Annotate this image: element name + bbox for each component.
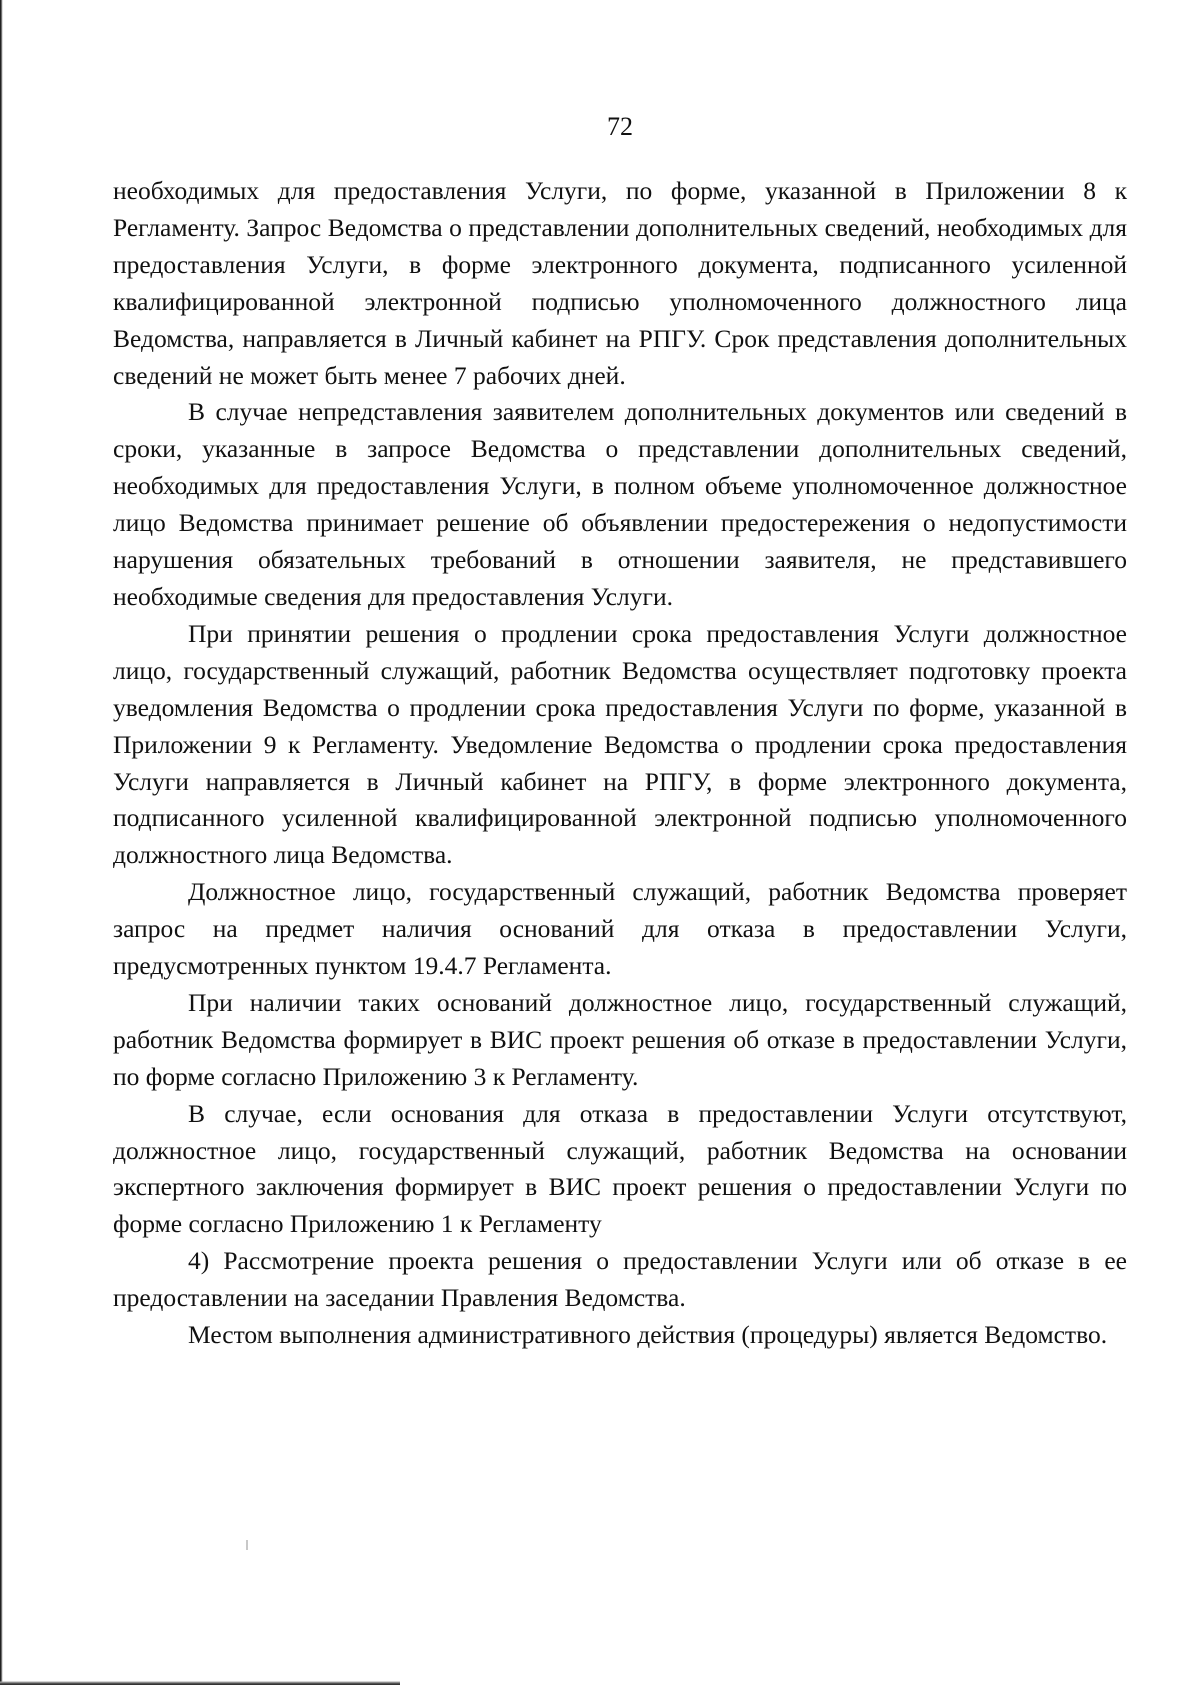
scan-speck bbox=[246, 1540, 248, 1550]
paragraph-8: Местом выполнения административного действия (процедуры) является Ведомство. bbox=[188, 1320, 1108, 1350]
paragraph-5: При наличии таких оснований должностное лицо, государственный служащий, работник Ведомства формирует в ВИС проект решения об отказе в предоставлении Услуги, по форме согласно Приложению 3 к Регламенту. bbox=[113, 987, 1127, 1091]
paragraph-3: При принятии решения о продлении срока предоставления Услуги должностное лицо, государственный служащий, работник Ведомства осуществляет подготовку проекта уведомления Ведомства о продлении срока предоставления Услуги по форме, указанной в Приложении 9 к Регламенту. Уведомление Ведомства о продлении срока предоставления Услуги направляется в Личный кабинет на РПГУ, в форме электронного документа, подписанного усиленной квалифицированной электронной подписью уполномоченного должностного лица Ведомства. bbox=[113, 618, 1127, 870]
scan-edge-left bbox=[0, 0, 3, 1685]
paragraph-1: необходимых для предоставления Услуги, по форме, указанной в Приложении 8 к Регламенту. Запрос Ведомства о представлении дополнительных сведений, необходимых для предоставления Услуги, в форме электронного документа, подписанного усиленной квалифицированной электронной подписью уполномоченного должностного лица Ведомства, направляется в Личный кабинет на РПГУ. Срок представления дополнительных сведений не может быть менее 7 рабочих дней. bbox=[113, 176, 1127, 390]
page-number: 72 bbox=[607, 112, 633, 141]
document-body bbox=[113, 173, 1127, 1354]
paragraph-7: 4) Рассмотрение проекта решения о предоставлении Услуги или об отказе в ее предоставлении на заседании Правления Ведомства. bbox=[113, 1246, 1127, 1313]
paragraph-4: Должностное лицо, государственный служащий, работник Ведомства проверяет запрос на предмет наличия оснований для отказа в предоставлении Услуги, предусмотренных пунктом 19.4.7 Регламента. bbox=[113, 877, 1127, 981]
paragraph-2: В случае непредставления заявителем дополнительных документов или сведений в сроки, указанные в запросе Ведомства о представлении дополнительных сведений, необходимых для предоставления Услуги, в полном объеме уполномоченное должностное лицо Ведомства принимает решение об объявлении предостережения о недопустимости нарушения обязательных требований в отношении заявителя, не представившего необходимые сведения для предоставления Услуги. bbox=[113, 397, 1127, 611]
scan-edge-bottom bbox=[0, 1681, 400, 1685]
paragraph-6: В случае, если основания для отказа в предоставлении Услуги отсутствуют, должностное лицо, государственный служащий, работник Ведомства на основании экспертного заключения формирует в ВИС проект решения о предоставлении Услуги по форме согласно Приложению 1 к Регламенту bbox=[113, 1098, 1127, 1239]
